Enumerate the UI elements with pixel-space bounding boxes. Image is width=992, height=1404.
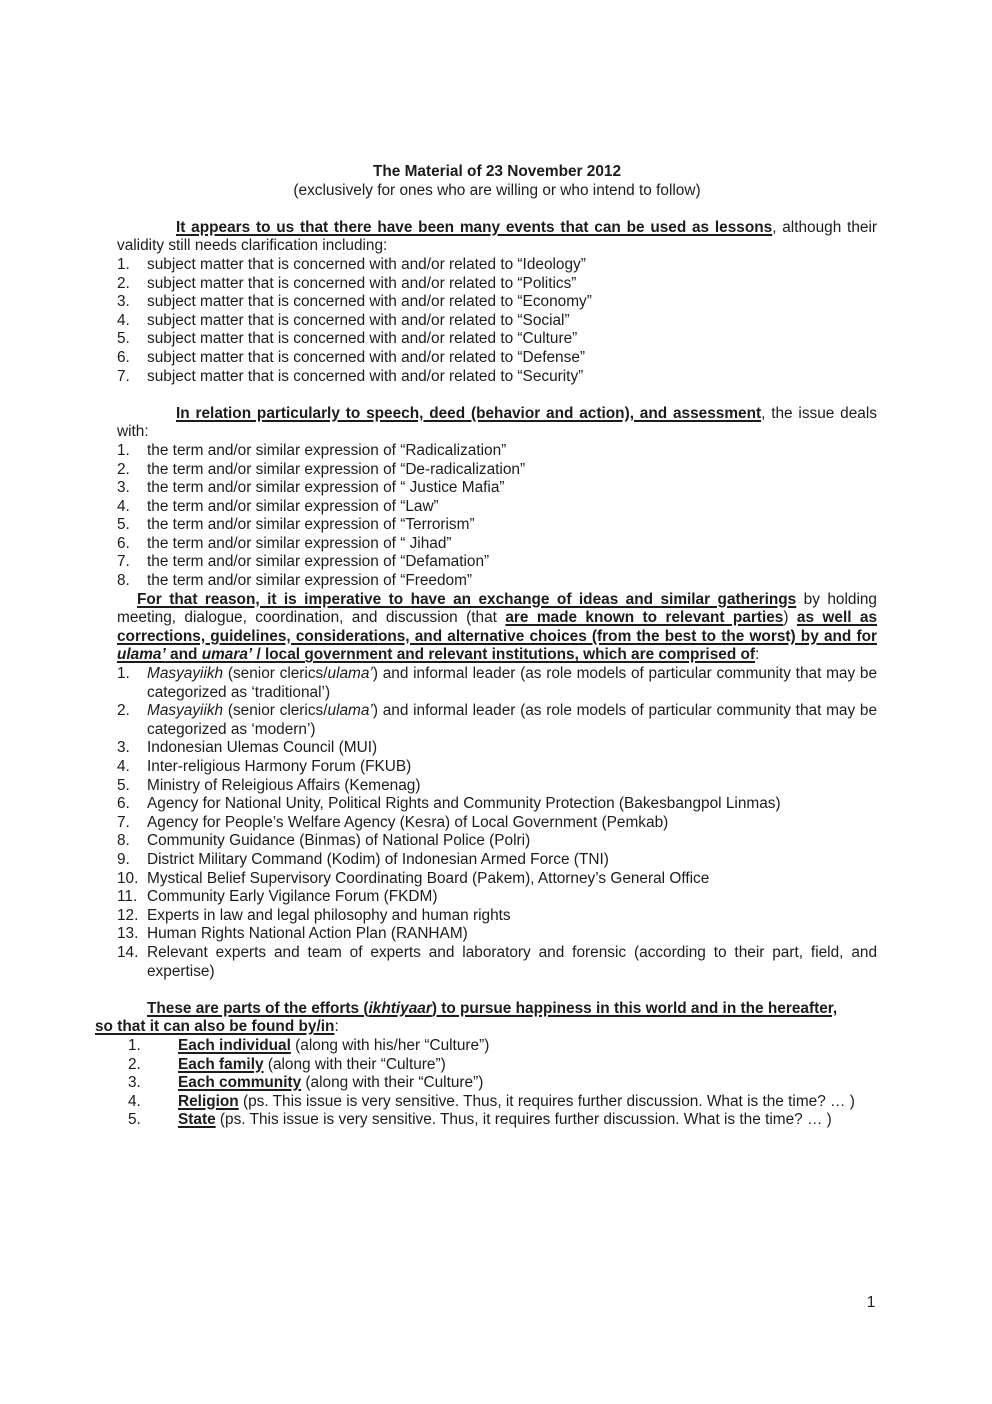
text-run: Community Guidance (Binmas) of National Police (Polri)	[147, 832, 531, 850]
list-item	[117, 832, 877, 851]
list-item	[117, 312, 877, 331]
list-item	[117, 888, 877, 907]
list-item-number: 3.	[128, 1074, 141, 1092]
list-item	[117, 572, 877, 591]
text-run: Each individual	[178, 1036, 291, 1054]
text-run: ikhtiyaar	[368, 999, 432, 1017]
text-run: subject matter that is concerned with and/or related to “Security”	[147, 367, 584, 385]
document-subtitle: (exclusively for ones who are willing or who intend to follow)	[293, 181, 701, 199]
text-run: are made known to relevant parties	[505, 609, 784, 627]
text-run: Mystical Belief Supervisory Coordinating Board (Pakem), Attorney’s General Office	[147, 869, 710, 887]
text-run: the term and/or similar expression of “ Jihad”	[147, 534, 452, 552]
list-item-number: 6.	[117, 795, 130, 813]
list-item-number: 7.	[117, 367, 130, 385]
section2-intro-paragraph	[117, 405, 877, 442]
list-item	[117, 665, 877, 702]
list-item	[117, 795, 877, 814]
text-run: ulama’	[117, 646, 166, 664]
text-run: , although their validity still needs clarification including:	[117, 218, 877, 255]
text-run: Inter-religious Harmony Forum (FKUB)	[147, 758, 412, 775]
list-item-number: 2.	[117, 702, 130, 720]
list-item-number: 6.	[117, 348, 130, 366]
text-run: In relation particularly to speech, deed (behavior and action), and assessment	[176, 404, 762, 422]
text-run: Each community	[178, 1074, 302, 1092]
text-run: the term and/or similar expression of “Freedom”	[147, 572, 473, 590]
list-item	[117, 516, 877, 535]
list-item-number: 10.	[117, 869, 139, 887]
list-item-number: 2.	[128, 1055, 141, 1073]
section4-intro-paragraph	[95, 1000, 855, 1037]
list-item-number: 7.	[117, 553, 130, 571]
text-run: umara’	[201, 646, 253, 664]
list-item	[117, 479, 877, 498]
list-item-number: 2.	[117, 460, 130, 478]
text-run: District Military Command (Kodim) of Indonesian Armed Force (TNI)	[147, 850, 609, 868]
list-item-number: 8.	[117, 572, 130, 590]
list-item	[117, 814, 877, 833]
list-item-number: 9.	[117, 850, 130, 868]
text-run: the term and/or similar expression of “Terrorism”	[147, 516, 475, 534]
list-item	[117, 925, 877, 944]
text-run: Human Rights National Action Plan (RANHAM)	[147, 925, 468, 943]
list-item	[95, 1074, 855, 1093]
list-item	[117, 944, 877, 981]
document-title: The Material of 23 November 2012	[372, 163, 622, 180]
list-item	[117, 777, 877, 796]
text-run: / local government and relevant institutions, which are comprised of	[252, 646, 756, 664]
text-run: ) to pursue happiness in this world and in the hereafter, so that it can also be found by/in	[95, 999, 838, 1036]
list-item-number: 11.	[117, 888, 138, 906]
list-item	[117, 702, 877, 739]
list-item	[95, 1056, 855, 1075]
text-run: subject matter that is concerned with and/or related to “Economy”	[147, 293, 592, 311]
list-item-number: 1.	[128, 1036, 141, 1054]
text-run: Agency for National Unity, Political Rights and Community Protection (Bakesbangpol Linmas)	[147, 795, 781, 813]
text-run: (senior clerics/	[223, 702, 328, 720]
list-item-number: 4.	[117, 497, 130, 515]
text-run: the term and/or similar expression of “Defamation”	[147, 553, 490, 571]
text-run: ) and informal leader (as role models of particular community that may be categorized as ‘traditional’)	[147, 665, 877, 701]
list-item	[117, 349, 877, 368]
text-run: subject matter that is concerned with and/or related to “Culture”	[147, 330, 578, 348]
text-run: subject matter that is concerned with and/or related to “Politics”	[147, 274, 577, 292]
list-item	[117, 330, 877, 349]
text-run: (ps. This issue is very sensitive. Thus, it requires further discussion. What is the time? … )	[215, 1111, 832, 1129]
text-run: ulama’	[327, 702, 373, 720]
text-run: (along with his/her “Culture”)	[290, 1036, 490, 1054]
list-item-number: 14.	[117, 943, 139, 961]
list-item-number: 5.	[128, 1111, 141, 1129]
section1-intro-paragraph	[117, 219, 877, 256]
list-item	[117, 553, 877, 572]
text-run: (senior clerics/	[223, 665, 328, 683]
list-item	[95, 1093, 855, 1112]
list-item-number: 5.	[117, 330, 130, 348]
text-run: the term and/or similar expression of “De-radicalization”	[147, 460, 526, 478]
list-item-number: 6.	[117, 534, 130, 552]
list-item-number: 1.	[117, 665, 130, 683]
list-item-number: 3.	[117, 479, 130, 497]
text-run: subject matter that is concerned with and/or related to “Defense”	[147, 348, 586, 366]
text-run: :	[334, 1018, 339, 1036]
list-item-number: 3.	[117, 739, 130, 757]
text-run: (along with their “Culture”)	[301, 1074, 484, 1092]
list-item	[117, 758, 877, 777]
text-run: and	[165, 646, 202, 664]
text-run: State	[178, 1111, 216, 1129]
text-run: the term and/or similar expression of “Law”	[147, 497, 439, 515]
list-item	[117, 535, 877, 554]
text-run: Experts in law and legal philosophy and human rights	[147, 906, 511, 924]
text-run: by holding meeting, dialogue, coordination, and discussion (that	[117, 590, 877, 627]
list-item-number: 4.	[117, 311, 130, 329]
list-item-number: 2.	[117, 274, 130, 292]
list-item-number: 5.	[117, 776, 130, 794]
text-run: (along with their “Culture”)	[263, 1055, 446, 1073]
list-item-number: 1.	[117, 255, 130, 273]
list-item	[117, 275, 877, 294]
list-item-number: 12.	[117, 906, 139, 924]
text-run: :	[755, 646, 760, 664]
list-item	[117, 870, 877, 889]
list-item-number: 1.	[117, 441, 130, 459]
text-run: , the issue deals with:	[117, 404, 877, 441]
text-run: Each family	[178, 1055, 264, 1073]
section2-terms-list	[117, 442, 877, 591]
list-item	[117, 368, 877, 387]
list-item-number: 8.	[117, 832, 130, 850]
list-item-number: 7.	[117, 813, 130, 831]
text-run: ulama’	[327, 665, 373, 683]
list-item-number: 4.	[117, 758, 130, 775]
list-item	[95, 1111, 855, 1130]
section4-block	[95, 1000, 855, 1130]
list-item	[117, 907, 877, 926]
list-item-number: 13.	[117, 925, 139, 943]
text-run: Masyayiikh	[147, 702, 224, 720]
section4-efforts-list	[95, 1037, 855, 1130]
text-run: subject matter that is concerned with and/or related to “Ideology”	[147, 255, 586, 273]
text-run: Ministry of Releigious Affairs (Kemenag)	[147, 776, 421, 794]
list-item-number: 3.	[117, 293, 130, 311]
section1-lessons-list	[117, 256, 877, 386]
text-run: )	[783, 609, 797, 627]
list-item	[117, 442, 877, 461]
text-run: ) and informal leader (as role models of particular community that may be categorized as ‘modern’)	[147, 702, 877, 738]
list-item	[117, 498, 877, 517]
document-page	[95, 163, 878, 1130]
section3-intro-paragraph	[117, 591, 877, 665]
section3-institutions-list	[117, 665, 877, 981]
text-run: Masyayiikh	[147, 665, 224, 683]
text-run: These are parts of the efforts (	[147, 999, 369, 1017]
list-item	[117, 739, 877, 758]
list-item	[117, 461, 877, 480]
list-item-number: 4.	[128, 1092, 141, 1110]
text-run: Community Early Vigilance Forum (FKDM)	[147, 888, 438, 906]
text-run: Relevant experts and team of experts and laboratory and forensic (according to their part, field, and expertise)	[147, 943, 877, 980]
text-run: Agency for People’s Welfare Agency (Kesra) of Local Government (Pemkab)	[147, 813, 669, 831]
page-number: 1	[866, 1294, 876, 1311]
list-item	[95, 1037, 855, 1056]
text-run: Indonesian Ulemas Council (MUI)	[147, 739, 378, 757]
list-item-number: 5.	[117, 516, 130, 534]
list-item	[117, 293, 877, 312]
list-item	[117, 851, 877, 870]
text-run: It appears to us that there have been many events that can be used as lessons	[176, 218, 773, 236]
text-run: Religion	[178, 1092, 239, 1110]
text-run: the term and/or similar expression of “ Justice Mafia”	[147, 479, 505, 497]
text-run: the term and/or similar expression of “Radicalization”	[147, 441, 507, 459]
text-run: as well as corrections, guidelines, considerations, and alternative choices (from the best to the worst) by and for	[117, 609, 878, 645]
list-item	[117, 256, 877, 275]
text-run: (ps. This issue is very sensitive. Thus, it requires further discussion. What is the time? … )	[238, 1092, 855, 1110]
text-run: subject matter that is concerned with and/or related to “Social”	[147, 311, 570, 329]
text-run: For that reason, it is imperative to have an exchange of ideas and similar gatherings	[137, 590, 797, 608]
